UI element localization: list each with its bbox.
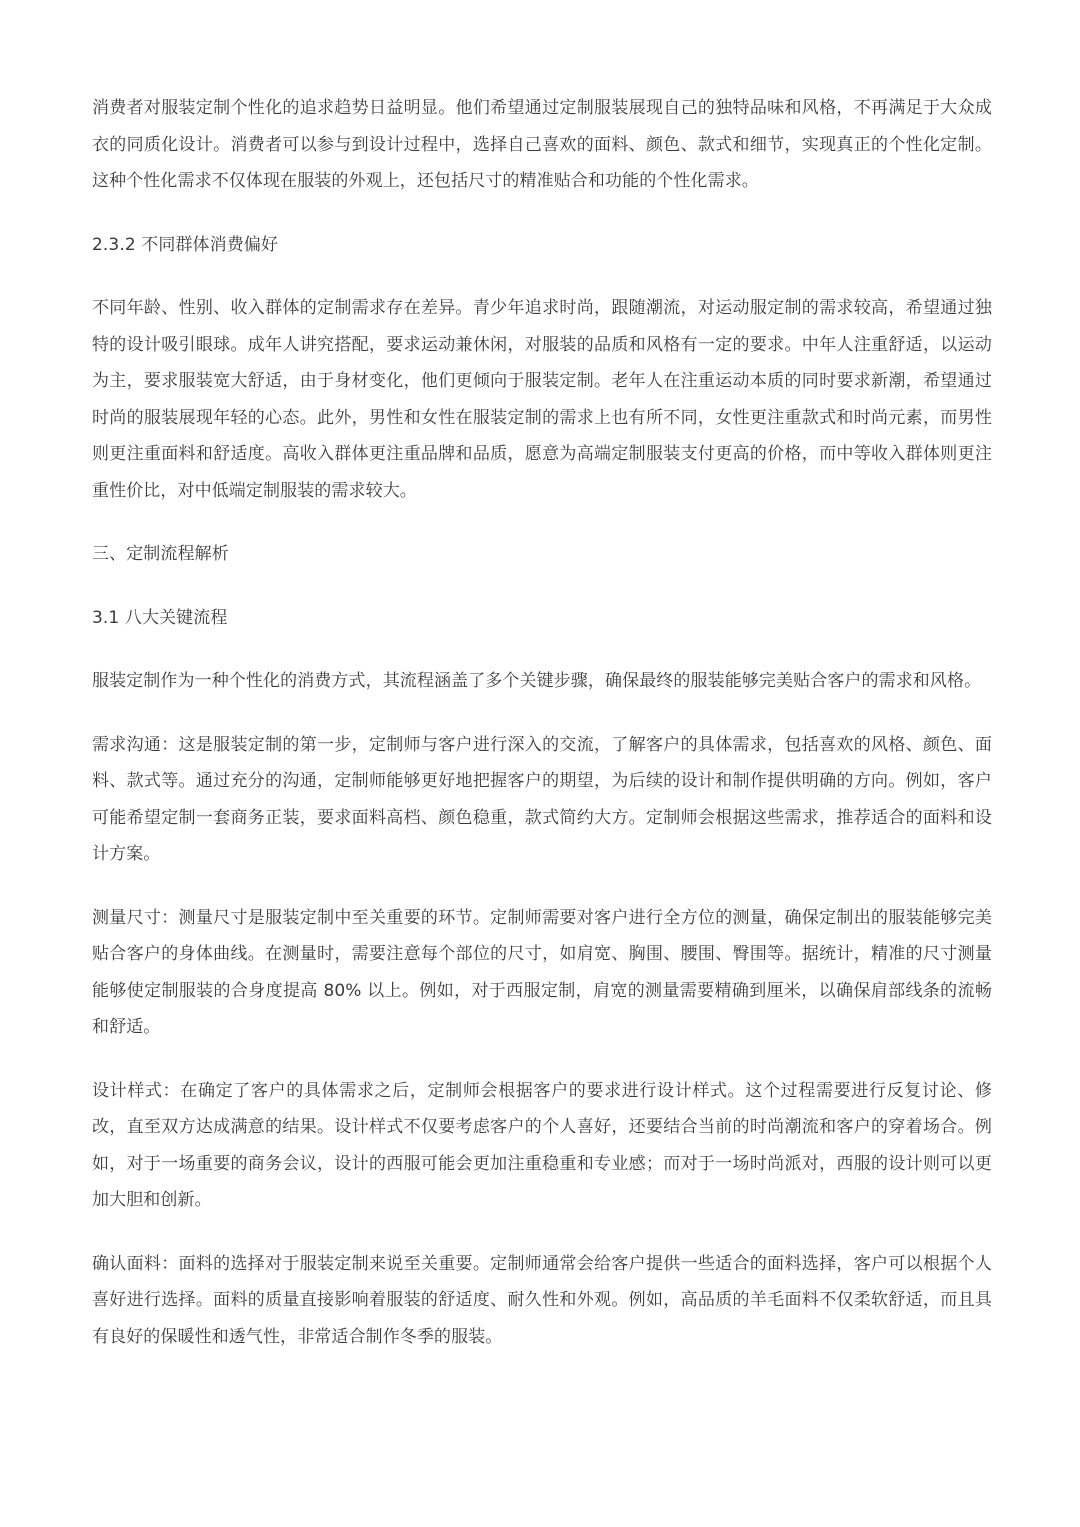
- paragraph-needs-communication: 需求沟通：这是服装定制的第一步，定制师与客户进行深入的交流，了解客户的具体需求，包括喜欢的风格、颜色、面料、款式等。通过充分的沟通，定制师能够更好地把握客户的期望，为后续的设计和制作提供明确的方向。例如，客户可能希望定制一套商务正装，要求面料高档、颜色稳重，款式简约大方。定制师会根据这些需求，推荐适合的面料和设计方案。: [92, 734, 992, 864]
- paragraph-design-style: 设计样式：在确定了客户的具体需求之后，定制师会根据客户的要求进行设计样式。这个过程需要进行反复讨论、修改，直至双方达成满意的结果。设计样式不仅要考虑客户的个人喜好，还要结合当前的时尚潮流和客户的穿着场合。例如，对于一场重要的商务会议，设计的西服可能会更加注重稳重和专业感；而对于一场时尚派对，西服的设计则可以更加大胆和创新。: [92, 1080, 992, 1210]
- paragraph-fabric-confirmation: 确认面料：面料的选择对于服装定制来说至关重要。定制师通常会给客户提供一些适合的面料选择，客户可以根据个人喜好进行选择。面料的质量直接影响着服装的舒适度、耐久性和外观。例如，高品质的羊毛面料不仅柔软舒适，而且具有良好的保暖性和透气性，非常适合制作冬季的服装。: [92, 1253, 992, 1347]
- paragraph-group-preferences: 不同年龄、性别、收入群体的定制需求存在差异。青少年追求时尚，跟随潮流，对运动服定制的需求较高，希望通过独特的设计吸引眼球。成年人讲究搭配，要求运动兼休闲，对服装的品质和风格有一定的要求。中年人注重舒适，以运动为主，要求服装宽大舒适，由于身材变化，他们更倾向于服装定制。老年人在注重运动本质的同时要求新潮，希望通过时尚的服装展现年轻的心态。此外，男性和女性在服装定制的需求上也有所不同，女性更注重款式和时尚元素，而男性则更注重面料和舒适度。高收入群体更注重品牌和品质，愿意为高端定制服装支付更高的价格，而中等收入群体则更注重性价比，对中低端定制服装的需求较大。: [92, 298, 992, 501]
- paragraph-personalization: 消费者对服装定制个性化的追求趋势日益明显。他们希望通过定制服装展现自己的独特品味和风格，不再满足于大众成衣的同质化设计。消费者可以参与到设计过程中，选择自己喜欢的面料、颜色、款式和细节，实现真正的个性化定制。这种个性化需求不仅体现在服装的外观上，还包括尺寸的精准贴合和功能的个性化需求。: [92, 98, 992, 191]
- paragraph-measurement: 测量尺寸：测量尺寸是服装定制中至关重要的环节。定制师需要对客户进行全方位的测量，确保定制出的服装能够完美贴合客户的身体曲线。在测量时，需要注意每个部位的尺寸，如肩宽、胸围、腰围、臀围等。据统计，精准的尺寸测量能够使定制服装的合身度提高 80% 以上。例如，对于西服定制，肩宽的测量需要精确到厘米，以确保肩部线条的流畅和舒适。: [92, 907, 992, 1037]
- document-body: [92, 90, 992, 1382]
- section-heading-3-1: 3.1 八大关键流程: [92, 607, 228, 628]
- chapter-heading-3: 三、定制流程解析: [92, 544, 229, 564]
- paragraph-process-intro: 服装定制作为一种个性化的消费方式，其流程涵盖了多个关键步骤，确保最终的服装能够完美贴合客户的需求和风格。: [92, 671, 982, 691]
- section-heading-2-3-2: 2.3.2 不同群体消费偏好: [92, 234, 279, 255]
